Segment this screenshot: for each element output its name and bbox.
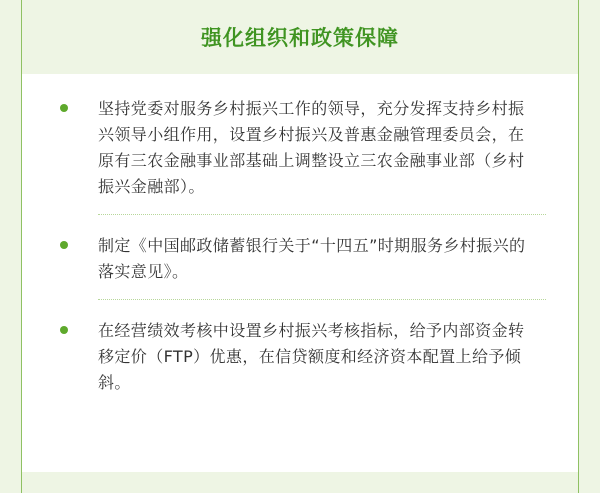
list-item-text: 在经营绩效考核中设置乡村振兴考核指标，给予内部资金转移定价（FTP）优惠，在信贷额度和经济资本配置上给予倾斜。 <box>98 321 525 392</box>
header <box>0 0 600 74</box>
content-panel <box>22 74 578 472</box>
bottom-band <box>22 472 578 493</box>
bullet-dot-icon <box>60 326 68 334</box>
list-item <box>80 233 530 300</box>
list-item-text: 制定《中国邮政储蓄银行关于“十四五”时期服务乡村振兴的落实意见》。 <box>98 236 526 281</box>
dotted-divider <box>98 214 546 215</box>
policy-list <box>80 96 530 396</box>
list-item-text: 坚持党委对服务乡村振兴工作的领导，充分发挥支持乡村振兴领导小组作用，设置乡村振兴及普惠金融管理委员会，在原有三农金融事业部基础上调整设立三农金融事业部（乡村振兴金融部）。 <box>98 99 525 196</box>
bullet-dot-icon <box>60 104 68 112</box>
list-item <box>80 318 530 396</box>
bullet-dot-icon <box>60 241 68 249</box>
dotted-divider <box>98 299 546 300</box>
page-title: 强化组织和政策保障 <box>201 26 399 50</box>
list-item <box>80 96 530 215</box>
